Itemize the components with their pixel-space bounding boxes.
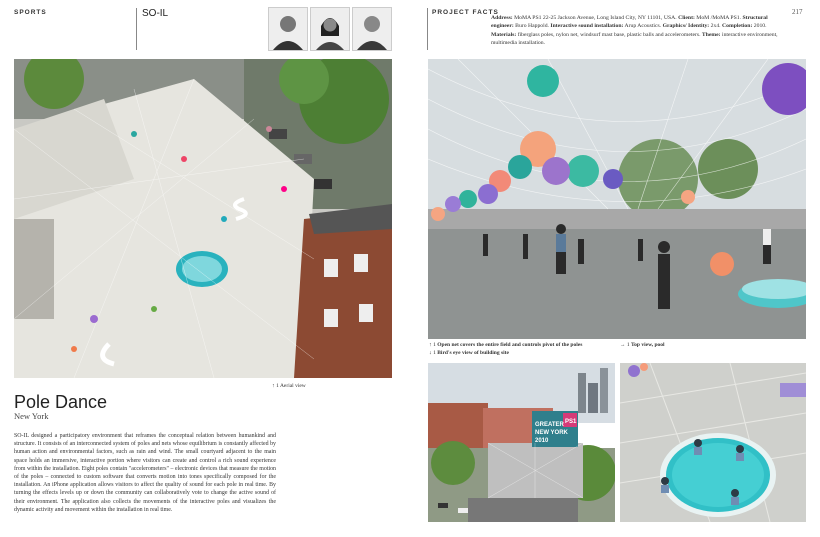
facts-value-1: MoM /MoMA PS1. xyxy=(696,15,742,21)
facts-value-2: Buro Happold. xyxy=(515,23,549,30)
facts-value-0: MoMA PS1 22-25 Jackson Avenue, Long Island City, NY 11101, USA. xyxy=(514,15,677,21)
facts-value-7: interactive environment, multimedia installation. xyxy=(491,31,778,46)
header-divider xyxy=(136,8,137,50)
architect-portrait-2 xyxy=(310,7,350,51)
architect-portrait-3 xyxy=(352,7,392,51)
facts-label-6: Materials: xyxy=(491,31,517,38)
section-label: SPORTS xyxy=(14,9,47,16)
facts-label-4: Graphics/ Identity: xyxy=(662,23,710,30)
architect-portrait-1 xyxy=(268,7,308,51)
billboard-line3: 2010 xyxy=(535,438,549,444)
nets-photo xyxy=(428,59,806,339)
top-view-pool-photo xyxy=(620,363,806,522)
facts-label-7: Theme: xyxy=(701,31,721,38)
page-number: 217 xyxy=(792,8,803,16)
caption-aerial-text: Aerial view xyxy=(279,383,306,389)
facts-value-6: fiberglass poles, nylon net, windsurf mast base, plastic balls and accelerometers. xyxy=(517,31,701,38)
billboard-line2: NEW YORK xyxy=(535,430,568,436)
firm-name: SO-IL xyxy=(142,8,169,19)
facts-label-5: Completion: xyxy=(722,23,753,30)
project-facts xyxy=(491,14,791,47)
billboard-line1: GREATER xyxy=(535,422,564,428)
caption-top-view: → 1 Top view, pool xyxy=(620,342,665,348)
facts-value-5: 2010. xyxy=(753,23,767,30)
facts-label-0: Address: xyxy=(491,15,513,21)
billboard-ps1: PS1 xyxy=(565,419,577,425)
caption-nets-text: Open net covers the entire field and controls pivot of the poles xyxy=(437,342,583,348)
birds-eye-photo xyxy=(428,363,615,522)
project-facts-label: PROJECT FACTS xyxy=(432,9,499,16)
facts-value-4: 2x4. xyxy=(710,23,721,30)
caption-birdseye: ↓ 1 Bird's eye view of building site xyxy=(429,350,509,356)
caption-birdseye-text: Bird's eye view of building site xyxy=(437,350,509,356)
facts-label-1: Client: xyxy=(678,15,695,21)
aerial-view-photo xyxy=(14,59,392,378)
facts-divider xyxy=(427,8,428,50)
caption-top-view-text: Top view, pool xyxy=(631,342,665,348)
project-title: Pole Dance xyxy=(14,392,108,412)
caption-nets: ↑ 1 Open net covers the entire field and controls pivot of the poles xyxy=(429,342,583,348)
project-location: New York xyxy=(14,411,49,421)
facts-label-3: Interactive sound installation: xyxy=(550,23,624,30)
facts-label-2: Structural engineer: xyxy=(491,15,768,30)
facts-value-3: Arup Acoustics. xyxy=(624,23,662,30)
caption-aerial: ↑ 1 Aerial view xyxy=(272,383,306,389)
project-description: SO-IL designed a participatory environment that reframes the conceptual relation between humankind and structure. It consists of an interconnected system of poles and nets whose equilibrium is constantly affected by human action and environmental factors, such as rain and wind. The small courtyard adjacent to the main space holds an immersive, interactive portion where visitors can create and control a rich sound experience from within the installation. Eight poles contain "accelerometers" – electronic devices that measure the motion of the poles – connected to custom software that converts motion into tones specifically composed for the installation. An iPhone application allows visitors to affect the quality of sound for each pole in real time. By turning the effects levels up or down the community can collaboratively vote to change the active sound of their environment. The application also collects the movements of the interactive poles and visualizes the dynamic activity and movement within the installation in real time. xyxy=(14,433,276,513)
